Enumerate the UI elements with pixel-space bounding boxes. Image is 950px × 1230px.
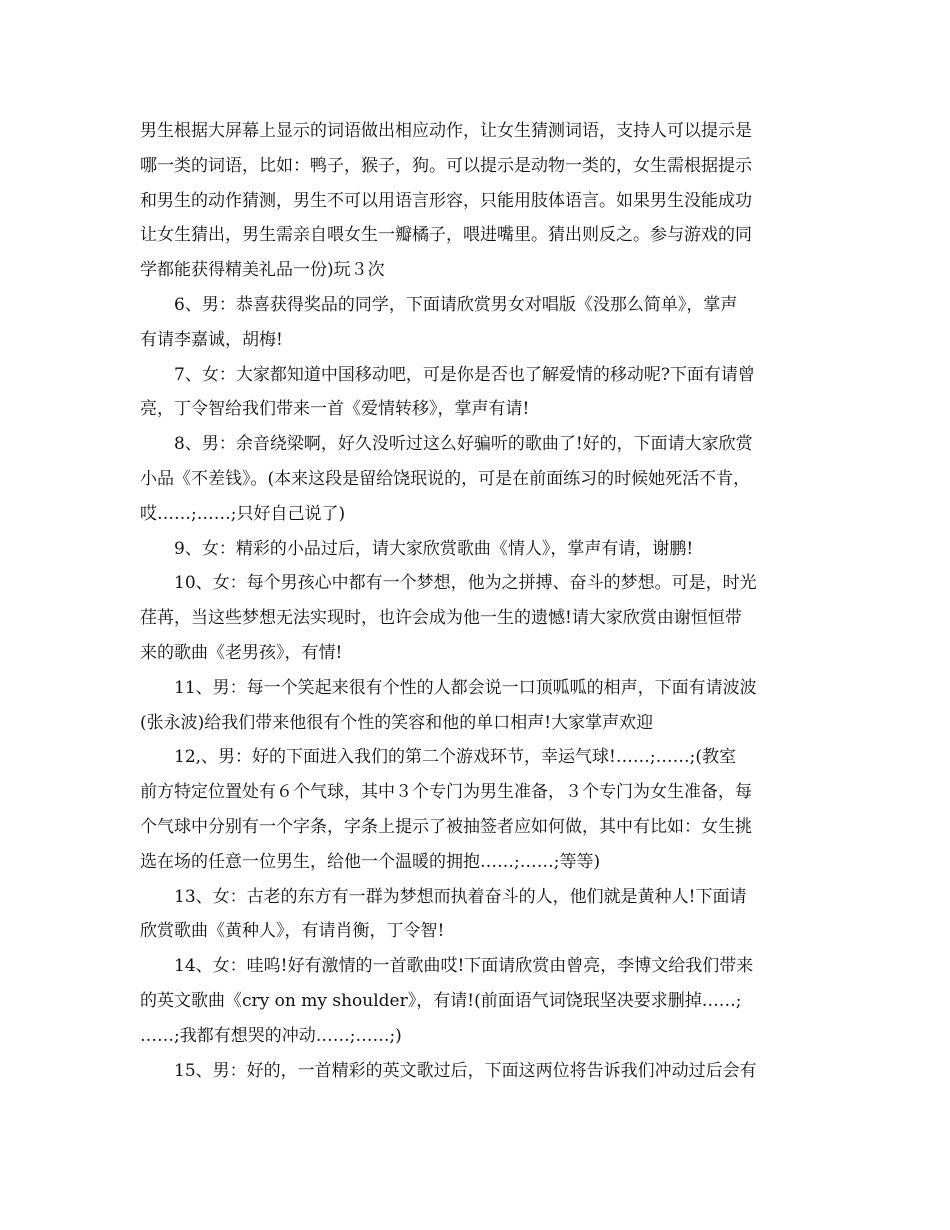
text-line: 个气球中分别有一个字条，字条上提示了被抽签者应如何做，其中有比如：女生挑 [140,816,752,837]
text-line: 选在场的任意一位男生，给他一个温暖的拥抱……;……;等等) [140,851,601,872]
text-line: 7、女：大家都知道中国移动吧，可是你是否也了解爱情的移动呢?下面有请曾 [174,364,755,385]
text-line: 15、男：好的，一首精彩的英文歌过后，下面这两位将告诉我们冲动过后会有 [174,1060,757,1081]
text-line: 有请李嘉诚，胡梅! [140,329,283,350]
text-line: 的英文歌曲《cry on my shoulder》，有请!(前面语气词饶珉坚决要求删掉……; [140,990,742,1011]
text-line: 哎……;……;只好自己说了) [140,503,346,524]
text-line: 亮，丁令智给我们带来一首《爱情转移》，掌声有请! [140,399,530,420]
text-line: 学都能获得精美礼品一份)玩３次 [140,260,385,281]
text-line: 来的歌曲《老男孩》，有情! [140,642,343,663]
text-line: (张永波)给我们带来他很有个性的笑容和他的单口相声!大家掌声欢迎 [140,712,654,733]
text-line: 9、女：精彩的小品过后，请大家欣赏歌曲《情人》，掌声有请，谢鹏! [174,538,694,559]
text-line: 男生根据大屏幕上显示的词语做出相应动作，让女生猜测词语，支持人可以提示是 [140,121,752,141]
text-line: 欣赏歌曲《黄种人》，有请肖衡，丁令智! [140,921,445,942]
text-line: 前方特定位置处有６个气球，其中３个专门为男生准备，３个专门为女生准备，每 [140,782,752,803]
text-line: 哪一类的词语，比如：鸭子，猴子，狗。可以提示是动物一类的，女生需根据提示 [140,155,752,176]
text-line: 8、男：余音绕梁啊，好久没听过这么好骗听的歌曲了!好的，下面请大家欣赏 [174,434,753,455]
text-line: 让女生猜出，男生需亲自喂女生一瓣橘子，喂进嘴里。猜出则反之。参与游戏的同 [140,225,752,246]
text-line: 荏苒，当这些梦想无法实现时，也许会成为他一生的遗憾!请大家欣赏由谢恒恒带 [140,608,742,629]
text-line: 6、男：恭喜获得奖品的同学，下面请欣赏男女对唱版《没那么简单》，掌声 [174,294,738,315]
text-line: 12,、男：好的下面进入我们的第二个游戏环节，幸运气球!……;……;(教室 [174,747,736,768]
text-line: 小品《不差钱》。(本来这段是留给饶珉说的，可是在前面练习的时候她死活不肯， [140,468,751,489]
text-line: 10、女：每个男孩心中都有一个梦想，他为之拼搏、奋斗的梦想。可是，时光 [174,573,757,594]
text-line: 11、男：每一个笑起来很有个性的人都会说一口顶呱呱的相声，下面有请波波 [174,677,757,698]
document-body [140,114,820,1088]
text-line: 14、女：哇呜!好有激情的一首歌曲哎!下面请欣赏由曾亮，李博文给我们带来 [174,956,754,977]
text-line: ……;我都有想哭的冲动……;……;) [140,1025,402,1046]
text-line: 13、女：古老的东方有一群为梦想而执着奋斗的人，他们就是黄种人!下面请 [174,886,747,907]
text-line: 和男生的动作猜测，男生不可以用语言形容，只能用肢体语言。如果男生没能成功 [140,190,752,211]
